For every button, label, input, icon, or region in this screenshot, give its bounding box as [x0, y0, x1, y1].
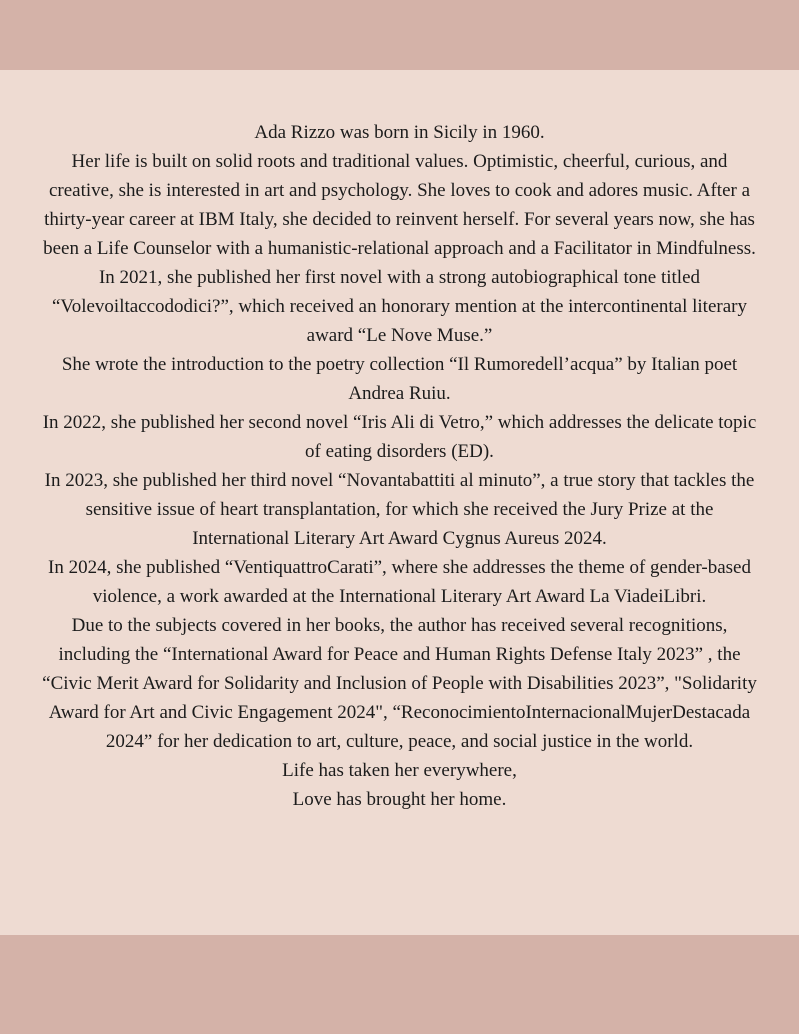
- bio-paragraph-poetry-intro: She wrote the introduction to the poetry collection “Il Rumoredell’acqua” by Italian poet Andrea Ruiu.: [61, 354, 738, 404]
- bio-paragraph-2024: In 2024, she published “VentiquattroCarati”, where she addresses the theme of gender-based violence, a work awarded at the International Literary Art Award La ViadeiLibri.: [48, 557, 751, 607]
- bio-paragraph-2023: In 2023, she published her third novel “Novantabattiti al minuto”, a true story that tackles the sensitive issue of heart transplantation, for which she received the Jury Prize at the International Literary Art Award Cygnus Aureus 2024.: [44, 470, 755, 549]
- biography-text: [0, 70, 799, 814]
- top-band: [0, 0, 799, 70]
- bio-paragraph-recognitions: Due to the subjects covered in her books, the author has received several recognitions, including the “International Award for Peace and Human Rights Defense Italy 2023” , the “Civic Merit Award for Solidarity and Inclusion of People with Disabilities 2023”, "Solidarity Award for Art and Civic Engagement 2024", “ReconocimientoInternacionalMujerDestacada 2024” for her dedication to art, culture, peace, and social justice in the world.: [42, 615, 757, 752]
- bio-paragraph-life: Her life is built on solid roots and traditional values. Optimistic, cheerful, curious, and creative, she is interested in art and psychology. She loves to cook and adores music. After a thirty-year career at IBM Italy, she decided to reinvent herself. For several years now, she has been a Life Counselor with a humanistic-relational approach and a Facilitator in Mindfulness.: [43, 151, 756, 259]
- bio-paragraph-2022: In 2022, she published her second novel “Iris Ali di Vetro,” which addresses the delicate topic of eating disorders (ED).: [42, 412, 757, 462]
- bio-closing-line-2: Love has brought her home.: [292, 789, 507, 810]
- bio-closing-line-1: Life has taken her everywhere,: [282, 760, 517, 781]
- bio-paragraph-intro: Ada Rizzo was born in Sicily in 1960.: [254, 122, 545, 143]
- bottom-band: [0, 935, 799, 1034]
- bio-paragraph-2021: In 2021, she published her first novel with a strong autobiographical tone titled “Volevoiltaccododici?”, which received an honorary mention at the intercontinental literary award “Le Nove Muse.”: [52, 267, 747, 346]
